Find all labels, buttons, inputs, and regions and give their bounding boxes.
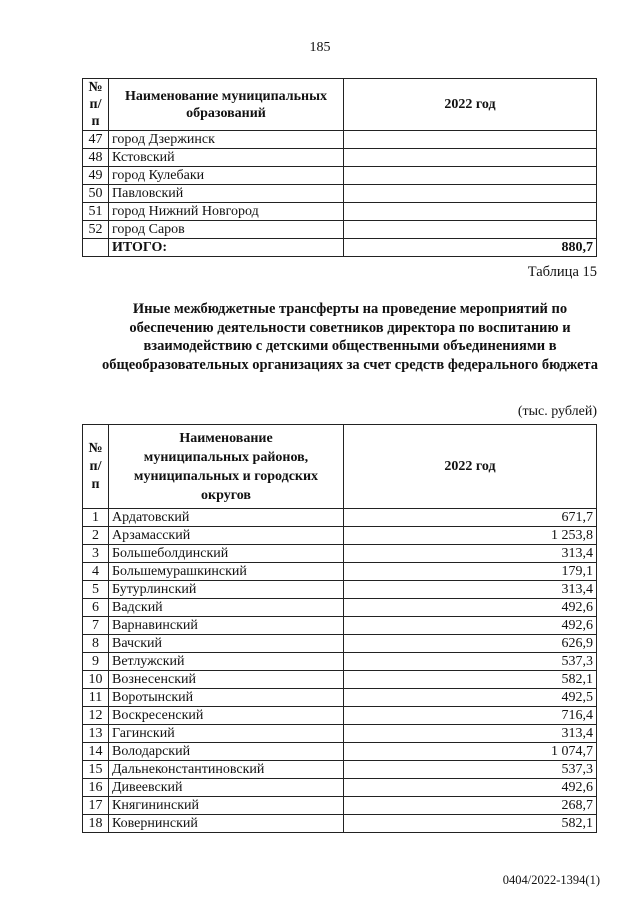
row-number: 4	[83, 563, 109, 581]
table-row	[83, 527, 597, 545]
row-number: 17	[83, 797, 109, 815]
table-row	[83, 599, 597, 617]
row-value: 313,4	[344, 581, 597, 599]
total-value: 880,7	[344, 239, 597, 257]
row-name: Ветлужский	[109, 653, 344, 671]
row-name: Вачский	[109, 635, 344, 653]
table-row	[83, 221, 597, 239]
row-name: город Саров	[109, 221, 344, 239]
row-number: 7	[83, 617, 109, 635]
table-row	[83, 797, 597, 815]
table-row	[83, 779, 597, 797]
row-number: 14	[83, 743, 109, 761]
header-name: Наименование муниципальных районов, муниципальных и городских округов	[109, 425, 344, 509]
row-number: 15	[83, 761, 109, 779]
table-row	[83, 131, 597, 149]
row-name: Вознесенский	[109, 671, 344, 689]
table-row	[83, 743, 597, 761]
row-name: Володарский	[109, 743, 344, 761]
header-year: 2022 год	[344, 425, 597, 509]
units-label: (тыс. рублей)	[517, 404, 597, 419]
row-name: Ардатовский	[109, 509, 344, 527]
row-name: Кстовский	[109, 149, 344, 167]
row-value	[344, 167, 597, 185]
row-value	[344, 185, 597, 203]
row-name: Павловский	[109, 185, 344, 203]
row-value: 313,4	[344, 725, 597, 743]
row-value: 582,1	[344, 671, 597, 689]
total-label: ИТОГО:	[109, 239, 344, 257]
row-name: Княгининский	[109, 797, 344, 815]
row-number: 48	[83, 149, 109, 167]
row-name: город Дзержинск	[109, 131, 344, 149]
row-name: Гагинский	[109, 725, 344, 743]
row-value: 537,3	[344, 761, 597, 779]
row-value	[344, 221, 597, 239]
row-value: 716,4	[344, 707, 597, 725]
header-name: Наименование муниципальных образований	[109, 79, 344, 131]
row-value: 492,6	[344, 599, 597, 617]
row-name: Вадский	[109, 599, 344, 617]
row-number: 1	[83, 509, 109, 527]
row-number: 10	[83, 671, 109, 689]
table-row	[83, 761, 597, 779]
row-value: 1 074,7	[344, 743, 597, 761]
row-value: 537,3	[344, 653, 597, 671]
table-row	[83, 167, 597, 185]
table-row	[83, 671, 597, 689]
header-year: 2022 год	[344, 79, 597, 131]
row-number: 47	[83, 131, 109, 149]
row-value: 582,1	[344, 815, 597, 833]
row-value	[344, 203, 597, 221]
table-row	[83, 707, 597, 725]
row-number: 50	[83, 185, 109, 203]
row-number: 3	[83, 545, 109, 563]
table-row	[83, 545, 597, 563]
table-row	[83, 653, 597, 671]
table-row	[83, 185, 597, 203]
table-row	[83, 203, 597, 221]
row-value: 492,6	[344, 617, 597, 635]
row-value: 1 253,8	[344, 527, 597, 545]
page-number: 185	[309, 40, 331, 55]
row-name: Воротынский	[109, 689, 344, 707]
row-name: Воскресенский	[109, 707, 344, 725]
row-value: 268,7	[344, 797, 597, 815]
table-label: Таблица 15	[527, 264, 597, 280]
row-name: Большемурашкинский	[109, 563, 344, 581]
row-value	[344, 131, 597, 149]
footer-code: 0404/2022-1394(1)	[502, 873, 600, 887]
row-name: Дивеевский	[109, 779, 344, 797]
table-row	[83, 581, 597, 599]
row-number: 13	[83, 725, 109, 743]
row-number: 49	[83, 167, 109, 185]
row-number: 5	[83, 581, 109, 599]
header-num: № п/п	[83, 79, 109, 131]
row-number: 18	[83, 815, 109, 833]
row-number: 52	[83, 221, 109, 239]
row-value: 492,5	[344, 689, 597, 707]
header-num: № п/п	[83, 425, 109, 509]
row-value: 179,1	[344, 563, 597, 581]
row-value: 671,7	[344, 509, 597, 527]
row-number: 12	[83, 707, 109, 725]
row-value: 626,9	[344, 635, 597, 653]
row-value: 313,4	[344, 545, 597, 563]
row-name: Большеболдинский	[109, 545, 344, 563]
row-name: Ковернинский	[109, 815, 344, 833]
table-row	[83, 689, 597, 707]
transfers-table	[82, 424, 597, 833]
row-name: Дальнеконстантиновский	[109, 761, 344, 779]
row-value	[344, 149, 597, 167]
row-number: 8	[83, 635, 109, 653]
table-title: Иные межбюджетные трансферты на проведение мероприятий по обеспечению деятельности советников директора по воспитанию и взаимодействию с детскими общественными объединениями в общеобразовательных организациях за счет средств федерального бюджета	[101, 301, 599, 373]
row-number: 11	[83, 689, 109, 707]
row-name: Варнавинский	[109, 617, 344, 635]
row-name: Арзамасский	[109, 527, 344, 545]
table-row	[83, 635, 597, 653]
table-row	[83, 725, 597, 743]
table-row	[83, 617, 597, 635]
table-row	[83, 563, 597, 581]
row-name: город Нижний Новгород	[109, 203, 344, 221]
row-name: Бутурлинский	[109, 581, 344, 599]
row-number: 2	[83, 527, 109, 545]
table-row	[83, 509, 597, 527]
table-row	[83, 149, 597, 167]
row-number: 9	[83, 653, 109, 671]
total-row	[83, 239, 597, 257]
table-continuation	[82, 78, 597, 257]
row-name: город Кулебаки	[109, 167, 344, 185]
row-value: 492,6	[344, 779, 597, 797]
table-row	[83, 815, 597, 833]
row-number: 51	[83, 203, 109, 221]
row-number: 16	[83, 779, 109, 797]
row-number: 6	[83, 599, 109, 617]
